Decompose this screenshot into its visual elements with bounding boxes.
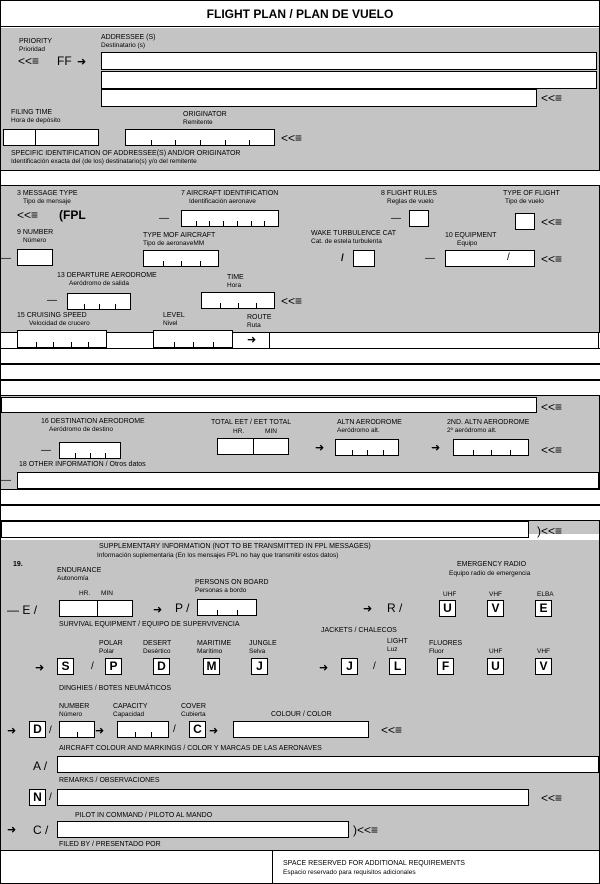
endurance-field[interactable] (59, 600, 133, 617)
total-eet-min: MIN (265, 428, 277, 435)
other-info-field-2[interactable] (1, 489, 600, 505)
aircraft-colour-label: AIRCRAFT COLOUR AND MARKINGS / COLOR Y MARCAS DE LAS AERONAVES (59, 745, 322, 752)
altn2-field[interactable] (453, 439, 529, 456)
filed-by-label: FILED BY / PRESENTADO POR (59, 841, 161, 848)
route-label: ROUTE (247, 314, 272, 321)
tick-mark (196, 221, 197, 226)
cover-label: COVER (181, 703, 206, 710)
endurance-hr: HR. (79, 590, 91, 597)
end-signal: <<≡ (281, 131, 303, 145)
specific-id-label: SPECIFIC IDENTIFICATION OF ADDRESSEE(S) AND/OR ORIGINATOR (11, 150, 241, 157)
addressee-field-3[interactable] (101, 89, 537, 107)
tick-mark (237, 221, 238, 226)
destination-label: 16 DESTINATION AERODROME (41, 418, 145, 425)
end-signal: <<≡ (541, 791, 563, 805)
arrow-icon: ➜ (209, 725, 219, 737)
message-type-label-es: Tipo de mensaje (23, 198, 71, 205)
dash: — (391, 213, 401, 224)
fluores-label-es: Fluor (429, 648, 444, 655)
close-signal: )<<≡ (537, 524, 563, 538)
slash: / (49, 725, 52, 736)
polar-label: POLAR (99, 640, 123, 647)
slash: / (173, 724, 176, 735)
tick-mark (383, 450, 384, 455)
time-field[interactable] (201, 292, 275, 309)
slash: / (91, 661, 94, 672)
dinghies-colour-field[interactable] (233, 721, 369, 738)
jackets-label: JACKETS / CHALECOS (321, 627, 397, 634)
tick-mark (175, 140, 176, 145)
tick-mark (84, 304, 85, 309)
cruising-speed-label-es: Velocidad de crucero (29, 320, 90, 327)
tick-mark (200, 140, 201, 145)
tick-mark (251, 221, 252, 226)
capacity-label: CAPACITY (113, 703, 148, 710)
pilot-label: PILOT IN COMMAND / PILOTO AL MANDO (75, 812, 213, 819)
tick-mark (181, 261, 182, 266)
slash: / (507, 252, 510, 263)
tick-mark (491, 450, 492, 455)
number-label-es: Número (59, 711, 83, 718)
arrow-icon: ➜ (35, 662, 45, 674)
tick-mark (237, 610, 238, 615)
arrow-icon: ➜ (153, 604, 163, 616)
fluores-checkbox[interactable]: F (437, 658, 454, 675)
level-label: LEVEL (163, 312, 185, 319)
total-eet-label: TOTAL EET / EET TOTAL (211, 419, 292, 426)
tick-mark (105, 453, 106, 458)
persons-label: PERSONS ON BOARD (195, 579, 269, 586)
altn-field[interactable] (335, 439, 399, 456)
other-info-field-4[interactable] (1, 521, 529, 538)
emergency-label: EMERGENCY RADIO (457, 561, 527, 568)
remarks-checkbox[interactable]: N (29, 789, 46, 806)
jungle-label-es: Selva (249, 648, 266, 655)
time-label: TIME (227, 274, 244, 281)
priority-label: PRIORITY (19, 38, 53, 45)
tick-mark (209, 221, 210, 226)
aircraft-colour-field[interactable] (57, 756, 599, 773)
tick-mark (75, 453, 76, 458)
fluores-label: FLUORES (429, 640, 463, 647)
route-row-5[interactable] (1, 397, 537, 413)
destination-field[interactable] (59, 442, 121, 459)
uhf-checkbox[interactable]: U (439, 600, 456, 617)
number-label: NUMBER (59, 703, 90, 710)
route-row-2[interactable] (1, 348, 600, 364)
filing-time-label-es: Hora de depósito (11, 117, 61, 124)
remarks-field[interactable] (57, 789, 529, 806)
arrow-icon: ➜ (7, 824, 17, 836)
cruising-speed-label: 15 CRUISING SPEED (17, 312, 87, 319)
polar-survival-checkbox[interactable]: P (105, 658, 122, 675)
tick-mark (71, 342, 72, 347)
tick-mark (90, 453, 91, 458)
tick-mark (238, 303, 239, 308)
tick-mark (193, 342, 194, 347)
flight-rules-field[interactable] (409, 210, 429, 227)
aircraft-id-field[interactable] (181, 210, 279, 227)
dash: — (47, 295, 57, 306)
close-signal: )<<≡ (353, 823, 379, 837)
other-info-field-1[interactable] (17, 472, 599, 489)
type-flight-label: TYPE OF FLIGHT (503, 190, 560, 197)
tick-mark (151, 732, 152, 737)
fpl-prefix: (FPL (59, 208, 86, 222)
dash: — (41, 445, 51, 456)
other-info-label: 18 OTHER INFORMATION / Otros datos (19, 461, 146, 468)
other-info-field-3[interactable] (1, 505, 600, 521)
cruising-speed-field[interactable] (17, 330, 107, 348)
desert-checkbox[interactable]: D (153, 658, 170, 675)
tick-mark (220, 303, 221, 308)
departure-field[interactable] (67, 293, 131, 310)
title: FLIGHT PLAN / (206, 7, 296, 21)
elba-label: ELBA (537, 591, 554, 598)
dash: — (159, 213, 169, 224)
number-label-es: Número (23, 237, 47, 244)
departure-label: 13 DEPARTURE AERODROME (57, 272, 157, 279)
specific-id-field[interactable] (1, 170, 600, 186)
tick-mark (367, 450, 368, 455)
end-signal: <<≡ (381, 723, 403, 737)
altn-label: ALTN AERODROME (337, 419, 402, 426)
item-19-number: 19. (13, 561, 23, 568)
jackets-checkbox[interactable]: J (341, 658, 358, 675)
equipment-label: 10 EQUIPMENT (445, 232, 497, 239)
desert-label-es: Desértico (143, 648, 171, 655)
message-type-label: 3 MESSAGE TYPE (17, 190, 78, 197)
dash: — (1, 253, 11, 264)
wake-field[interactable] (353, 250, 375, 267)
aircraft-colour-prefix: A / (33, 759, 48, 773)
persons-field[interactable] (197, 599, 257, 616)
arrow-icon: ➜ (7, 725, 17, 737)
altn2-label: 2ND. ALTN AERODROME (447, 419, 530, 426)
time-label-es: Hora (227, 282, 242, 289)
equipment-field[interactable] (445, 250, 535, 267)
arrow-icon: ➜ (247, 334, 257, 346)
capacity-label-es: Capacidad (113, 711, 145, 718)
title-es: PLAN DE VUELO (295, 7, 394, 21)
light-label-es: Luz (387, 646, 398, 653)
slash: / (373, 661, 376, 672)
aircraft-type-label: TYPE MOF AIRCRAFT (143, 232, 216, 239)
tick-mark (352, 450, 353, 455)
uhf-label: UHF (443, 591, 457, 598)
level-field[interactable] (153, 330, 233, 348)
arrow-icon: ➜ (95, 725, 105, 737)
start-signal: <<≡ (17, 208, 39, 222)
dinghies-checkbox[interactable]: D (29, 721, 46, 738)
tick-mark (249, 140, 250, 145)
tick-mark (217, 610, 218, 615)
jackets-vhf-checkbox[interactable]: V (535, 658, 552, 675)
end-signal: <<≡ (541, 91, 563, 105)
addressee-label-es: Destinatario (s) (101, 42, 146, 49)
wake-label: WAKE TURBULENCE CAT (311, 230, 397, 237)
tick-mark (53, 342, 54, 347)
start-signal: <<≡ (18, 54, 40, 68)
route-label-es: Ruta (247, 322, 261, 329)
endurance-min: MIN (101, 590, 113, 597)
altn-label-es: Aeródromo alt. (337, 427, 380, 434)
destination-label-es: Aeródromo de destino (49, 426, 113, 433)
arrow-icon: ➜ (431, 442, 441, 454)
level-label-es: Nivel (163, 320, 178, 327)
dinghies-number-field[interactable] (59, 721, 95, 738)
route-row-4[interactable] (1, 380, 600, 396)
jungle-checkbox[interactable]: J (251, 658, 268, 675)
tick-mark (225, 140, 226, 145)
jackets-vhf-label: VHF (537, 648, 550, 655)
end-signal: <<≡ (281, 294, 303, 308)
arrow-icon: ➜ (77, 56, 87, 68)
end-signal: <<≡ (541, 252, 563, 266)
filing-time-field[interactable] (3, 129, 99, 146)
flight-rules-label: 8 FLIGHT RULES (381, 190, 437, 197)
radio-prefix: R / (387, 601, 403, 615)
tick-mark (77, 732, 78, 737)
jackets-uhf-checkbox[interactable]: U (487, 658, 504, 675)
aircraft-id-label-es: Identificación aeronave (189, 198, 256, 205)
aircraft-id-label: 7 AIRCRAFT IDENTIFICATION (181, 190, 279, 197)
altn2-label-es: 2º aeródromo alt. (447, 427, 497, 434)
originator-label: ORIGINATOR (183, 111, 227, 118)
title-bar (1, 1, 599, 27)
filed-by-field[interactable] (1, 850, 273, 883)
route-row-3[interactable] (1, 364, 600, 380)
elba-checkbox[interactable]: E (535, 600, 552, 617)
tick-mark (135, 732, 136, 737)
tick-mark (88, 342, 89, 347)
reserved-label-es: Espacio reservado para requisitos adicionales (283, 869, 416, 876)
tick-mark (473, 450, 474, 455)
aircraft-type-label-es: Tipo de aeronaveMM (143, 240, 205, 247)
emergency-label-es: Equipo radio de emergencia (449, 570, 531, 577)
light-checkbox[interactable]: L (389, 658, 406, 675)
specific-id-label-es: Identificación exacta del (de los) destinatario(s) y/o del remitente (11, 158, 197, 165)
endurance-label: ENDURANCE (57, 567, 102, 574)
dinghies-capacity-field[interactable] (117, 721, 169, 738)
flight-rules-label-es: Reglas de vuelo (387, 198, 434, 205)
tick-mark (174, 342, 175, 347)
remarks-label: REMARKS / OBSERVACIONES (59, 777, 160, 784)
persons-label-es: Personas a bordo (195, 587, 247, 594)
dash: — (1, 475, 11, 486)
end-signal: <<≡ (541, 400, 563, 414)
slash: / (341, 253, 344, 264)
number-field[interactable] (17, 249, 53, 266)
polar-label-es: Polar (99, 648, 115, 655)
filing-time-label: FILING TIME (11, 109, 53, 116)
pilot-field[interactable] (57, 821, 349, 838)
tick-mark (264, 221, 265, 226)
slash: / (49, 792, 52, 803)
vhf-label: VHF (489, 591, 502, 598)
endurance-label-es: Autonomía (57, 575, 89, 582)
originator-label-es: Remitente (183, 119, 213, 126)
jackets-uhf-label: UHF (489, 648, 503, 655)
tick-mark (115, 304, 116, 309)
cover-checkbox[interactable]: C (189, 721, 206, 738)
maritime-checkbox[interactable]: M (203, 658, 220, 675)
tick-mark (200, 261, 201, 266)
originator-field[interactable] (125, 129, 275, 146)
cover-label-es: Cubierta (181, 711, 206, 718)
number-label: 9 NUMBER (17, 229, 54, 236)
tick-mark (99, 304, 100, 309)
survival-label: SURVIVAL EQUIPMENT / EQUIPO DE SUPERVIVENCIA (59, 621, 240, 628)
arrow-icon: ➜ (319, 662, 329, 674)
tick-mark (36, 342, 37, 347)
tick-mark (223, 221, 224, 226)
equipment-label-es: Equipo (457, 240, 478, 247)
type-flight-field[interactable] (515, 213, 535, 230)
end-signal: <<≡ (541, 443, 563, 457)
pilot-prefix: C / (33, 823, 49, 837)
polar-checkbox[interactable]: S (57, 658, 74, 675)
supplementary-subtitle: Información suplementaria (En los mensajes FPL no hay que transmitir estos datos) (97, 552, 339, 559)
dash: — (425, 253, 435, 264)
desert-label: DESERT (143, 640, 172, 647)
type-flight-label-es: Tipo de vuelo (505, 198, 544, 205)
maritime-label: MARITIME (197, 640, 232, 647)
priority-label-es: Prioridad (19, 46, 46, 53)
total-eet-hr: HR. (233, 428, 245, 435)
tick-mark (163, 261, 164, 266)
tick-mark (213, 342, 214, 347)
tick-mark (151, 140, 152, 145)
departure-label-es: Aeródromo de salida (69, 280, 129, 287)
persons-prefix: P / (175, 601, 190, 615)
wake-label-es: Cat. de estela turbulenta (311, 238, 382, 245)
tick-mark (256, 303, 257, 308)
route-field[interactable] (269, 332, 599, 349)
ff-prefix: FF (57, 54, 72, 68)
light-label: LIGHT (387, 638, 408, 645)
endurance-prefix: — E / (7, 603, 38, 617)
vhf-checkbox[interactable]: V (487, 600, 504, 617)
dinghies-label: DINGHIES / BOTES NEUMÁTICOS (59, 685, 172, 692)
addressee-field-2[interactable] (101, 71, 597, 89)
reserved-label: SPACE RESERVED FOR ADDITIONAL REQUIREMENTS (283, 860, 465, 867)
supplementary-title: SUPPLEMENTARY INFORMATION (NOT TO BE TRANSMITTED IN FPL MESSAGES) (99, 543, 371, 550)
tick-mark (510, 450, 511, 455)
colour-label: COLOUR / COLOR (271, 711, 332, 718)
addressee-label: ADDRESSEE (S) (101, 34, 156, 41)
maritime-label-es: Marítimo (197, 648, 223, 655)
arrow-icon: ➜ (315, 442, 325, 454)
end-signal: <<≡ (541, 215, 563, 229)
jungle-label: JUNGLE (249, 640, 277, 647)
addressee-field-1[interactable] (101, 52, 597, 70)
arrow-icon: ➜ (363, 603, 373, 615)
aircraft-type-field[interactable] (143, 250, 219, 267)
